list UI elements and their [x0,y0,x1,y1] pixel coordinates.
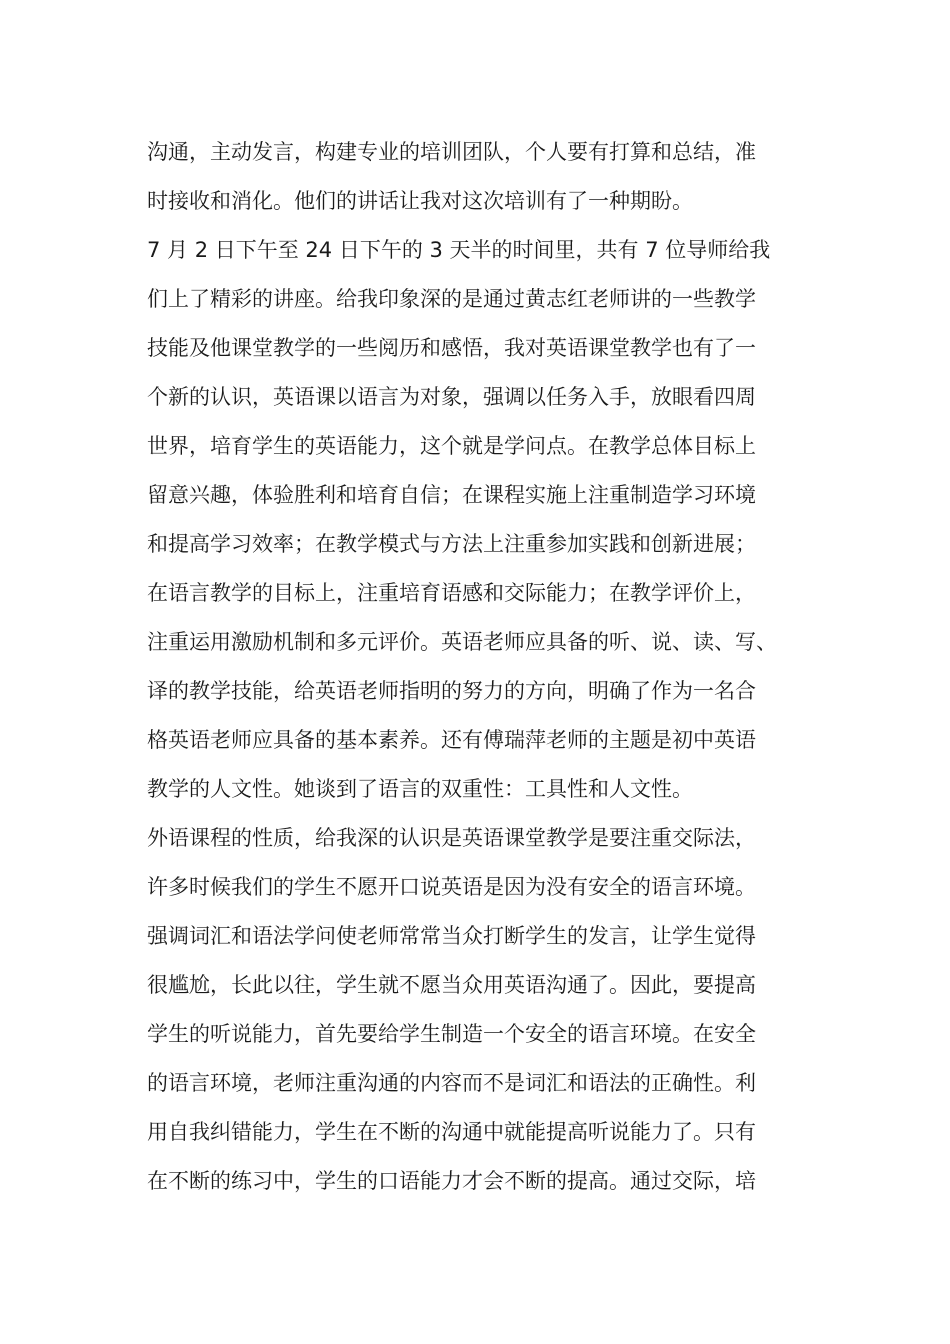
text-line: 个新的认识，英语课以语言为对象，强调以任务入手，放眼看四周 [147,385,756,409]
text-line: 在不断的练习中，学生的口语能力才会不断的提高。通过交际，培 [147,1169,756,1193]
text-line: 强调词汇和语法学问使老师常常当众打断学生的发言，让学生觉得 [147,924,756,948]
text-line: 沟通，主动发言，构建专业的培训团队，个人要有打算和总结，准 [147,140,756,164]
text-line: 的语言环境，老师注重沟通的内容而不是词汇和语法的正确性。利 [147,1071,756,1095]
text-line: 7 月 2 日下午至 24 日下午的 3 天半的时间里，共有 7 位导师给我 [147,238,771,262]
text-line: 外语课程的性质，给我深的认识是英语课堂教学是要注重交际法， [147,826,756,850]
text-line: 世界，培育学生的英语能力，这个就是学问点。在教学总体目标上 [147,434,756,458]
text-line: 时接收和消化。他们的讲话让我对这次培训有了一种期盼。 [147,189,693,213]
text-line: 和提高学习效率；在教学模式与方法上注重参加实践和创新进展； [147,532,756,556]
text-line: 格英语老师应具备的基本素养。还有傅瑞萍老师的主题是初中英语 [147,728,756,752]
text-line: 技能及他课堂教学的一些阅历和感悟，我对英语课堂教学也有了一 [147,336,756,360]
text-line: 在语言教学的目标上，注重培育语感和交际能力；在教学评价上， [147,581,756,605]
text-line: 学生的听说能力，首先要给学生制造一个安全的语言环境。在安全 [147,1022,756,1046]
text-line: 很尴尬，长此以往，学生就不愿当众用英语沟通了。因此，要提高 [147,973,756,997]
text-line: 译的教学技能，给英语老师指明的努力的方向，明确了作为一名合 [147,679,756,703]
text-line: 许多时候我们的学生不愿开口说英语是因为没有安全的语言环境。 [147,875,756,899]
text-line: 们上了精彩的讲座。给我印象深的是通过黄志红老师讲的一些教学 [147,287,756,311]
text-line: 教学的人文性。她谈到了语言的双重性：工具性和人文性。 [147,777,693,801]
text-line: 注重运用激励机制和多元评价。英语老师应具备的听、说、读、写、 [147,630,777,654]
text-line: 留意兴趣，体验胜利和培育自信；在课程实施上注重制造学习环境 [147,483,756,507]
text-line: 用自我纠错能力，学生在不断的沟通中就能提高听说能力了。只有 [147,1120,756,1144]
